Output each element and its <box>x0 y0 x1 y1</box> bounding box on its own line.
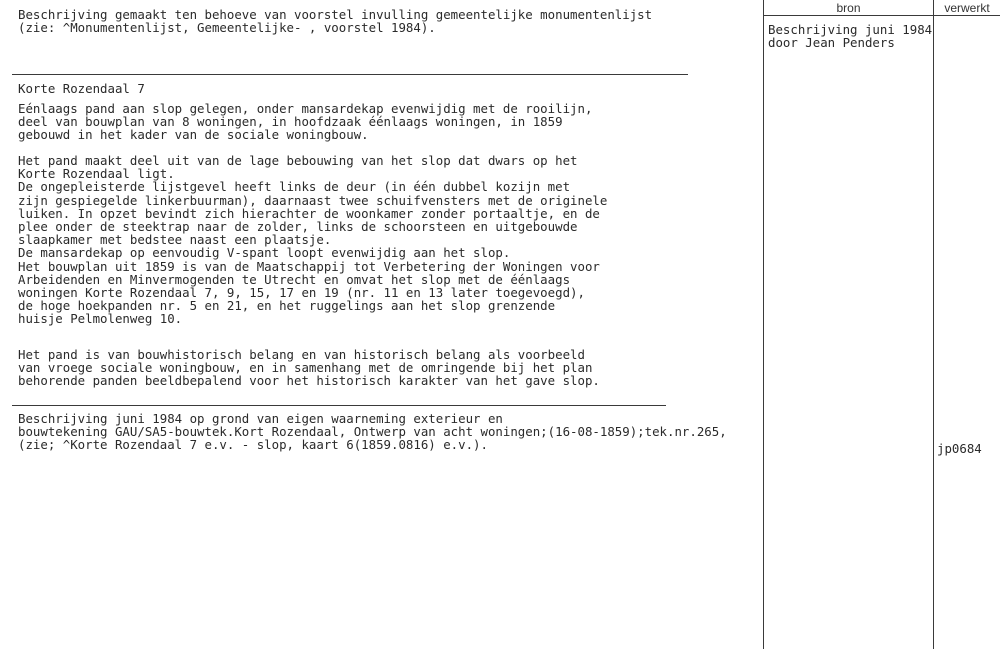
verwerkt-code: jp0684 <box>937 441 982 456</box>
column-divider <box>763 0 764 649</box>
column-header-bron: bron <box>836 1 861 15</box>
section-divider <box>12 405 666 406</box>
column-divider <box>933 0 934 649</box>
column-header-verwerkt: verwerkt <box>944 1 990 15</box>
description-paragraph: Het pand is van bouwhistorisch belang en van historisch belang als voorbeeld van vroege sociale woningbouw, en in samenhang met de omringende bij het plan behorende panden beeldbepalend voor het historisch karakter van het gave slop. <box>18 347 600 389</box>
bron-entry: Beschrijving juni 1984 door Jean Penders <box>768 22 933 51</box>
description-paragraph: Het pand maakt deel uit van de lage bebouwing van het slop dat dwars op het Korte Rozendaal ligt. De ongepleisterde lijstgevel heeft links de deur (in één dubbel kozijn met zijn gespiegelde linkerbuurman), daarnaast twee schuifvensters met de originele luiken. In opzet bevindt zich hierachter de woonkamer zonder portaaltje, en de plee onder de steektrap naar de zolder, links de schoorsteen en uitgebouwde slaapkamer met bedstee naast een plaatsje. De mansardekap op eenvoudig V-spant loopt evenwijdig aan het slop. Het bouwplan uit 1859 is van de Maatschappij tot Verbetering der Woningen voor Arbeidenden en Minvermogenden te Utrecht en omvat het slop met de éénlaags woningen Korte Rozendaal 7, 9, 15, 17 en 19 (nr. 11 en 13 later toegevoegd), de hoge hoekpanden nr. 5 en 21, en het ruggelings aan het slop grenzende huisje Pelmolenweg 10. <box>18 153 608 327</box>
intro-note: Beschrijving gemaakt ten behoeve van voorstel invulling gemeentelijke monumentenlijst (zie: ^Monumentenlijst, Gemeentelijke- , voorstel 1984). <box>18 7 653 36</box>
source-note: Beschrijving juni 1984 op grond van eigen waarneming exterieur en bouwtekening GAU/SA5-bouwtek.Kort Rozendaal, Ontwerp van acht woningen;(16-08-1859);tek.nr.265, (zie; ^Korte Rozendaal 7 e.v. - slop, kaart 6(1859.0816) e.v.). <box>18 411 727 453</box>
header-divider <box>763 15 1000 16</box>
section-divider <box>12 74 688 75</box>
address-heading: Korte Rozendaal 7 <box>18 81 145 96</box>
description-paragraph: Eénlaags pand aan slop gelegen, onder mansardekap evenwijdig met de rooilijn, deel van bouwplan van 8 woningen, in hoofdzaak éénlaags woningen, in 1859 gebouwd in het kader van de sociale woningbouw. <box>18 101 593 143</box>
